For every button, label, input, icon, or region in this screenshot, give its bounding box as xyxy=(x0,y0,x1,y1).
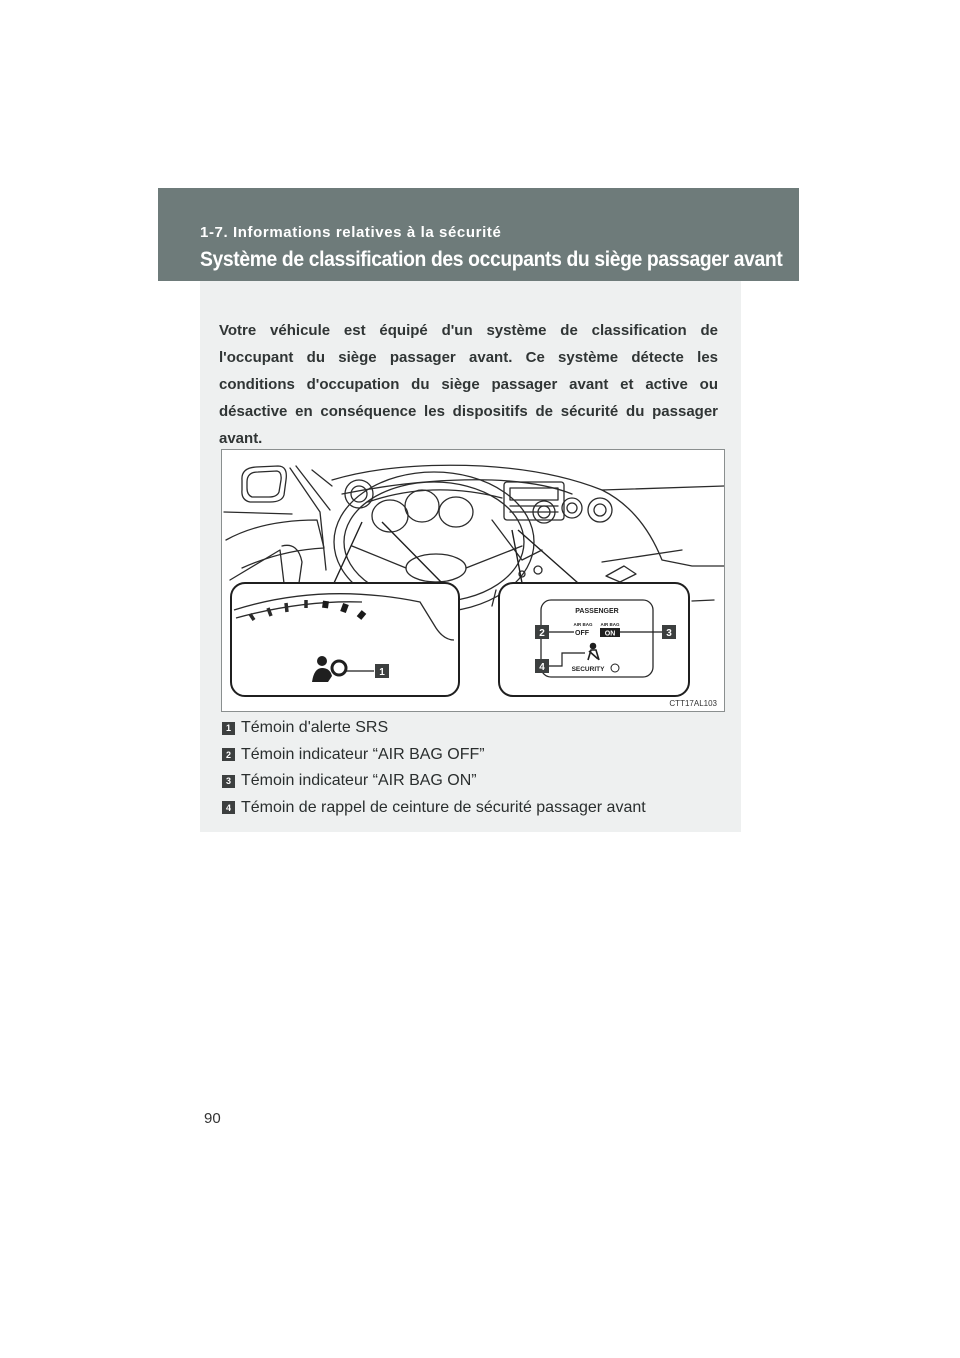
legend-text: Témoin de rappel de ceinture de sécurité passager avant xyxy=(241,798,646,816)
chapter-header xyxy=(158,188,799,281)
legend-number: 2 xyxy=(222,748,235,761)
section-label: 1-7. Informations relatives à la sécurité xyxy=(200,224,502,241)
legend-number: 4 xyxy=(222,801,235,814)
legend-list xyxy=(222,715,732,821)
content-panel xyxy=(200,281,741,832)
airbag-off-small-label: AIR BAG xyxy=(573,622,593,627)
intro-paragraph: Votre véhicule est équipé d'un système de classification de l'occupant du siège passager avant. Ce système détecte les conditions d'occupation du siège passager avant et active ou désactive en conséquence les dispositifs de sécurité du passager avant. xyxy=(219,322,718,447)
callout-pointer-lines xyxy=(334,522,578,583)
svg-text:3: 3 xyxy=(666,628,672,639)
passenger-airbag-inset xyxy=(499,583,689,696)
airbag-on-label: ON xyxy=(604,630,616,638)
legend-item-seatbelt-reminder xyxy=(222,795,732,821)
svg-text:1: 1 xyxy=(379,667,385,678)
security-label: SECURITY xyxy=(571,666,605,673)
svg-text:4: 4 xyxy=(539,662,545,673)
legend-item-airbag-on xyxy=(222,768,732,794)
airbag-on-small-label: AIR BAG xyxy=(600,622,620,627)
airbag-off-label: OFF xyxy=(575,630,589,637)
passenger-label: PASSENGER xyxy=(575,608,619,615)
dashboard-illustration xyxy=(221,449,725,712)
legend-text: Témoin d'alerte SRS xyxy=(241,719,389,736)
svg-text:2: 2 xyxy=(539,628,545,639)
legend-number: 3 xyxy=(222,775,235,788)
legend-number: 1 xyxy=(222,722,235,735)
figure-code: CTT17AL103 xyxy=(669,699,717,708)
legend-item-airbag-off xyxy=(222,742,732,768)
srs-inset xyxy=(231,583,459,696)
page-number: 90 xyxy=(204,1110,221,1127)
page-title: Système de classification des occupants du siège passager avant xyxy=(200,248,783,271)
legend-text: Témoin indicateur “AIR BAG ON” xyxy=(241,772,477,789)
legend-text: Témoin indicateur “AIR BAG OFF” xyxy=(241,745,485,763)
dashboard-drawing xyxy=(222,450,724,711)
legend-item-srs-warning xyxy=(222,715,732,741)
